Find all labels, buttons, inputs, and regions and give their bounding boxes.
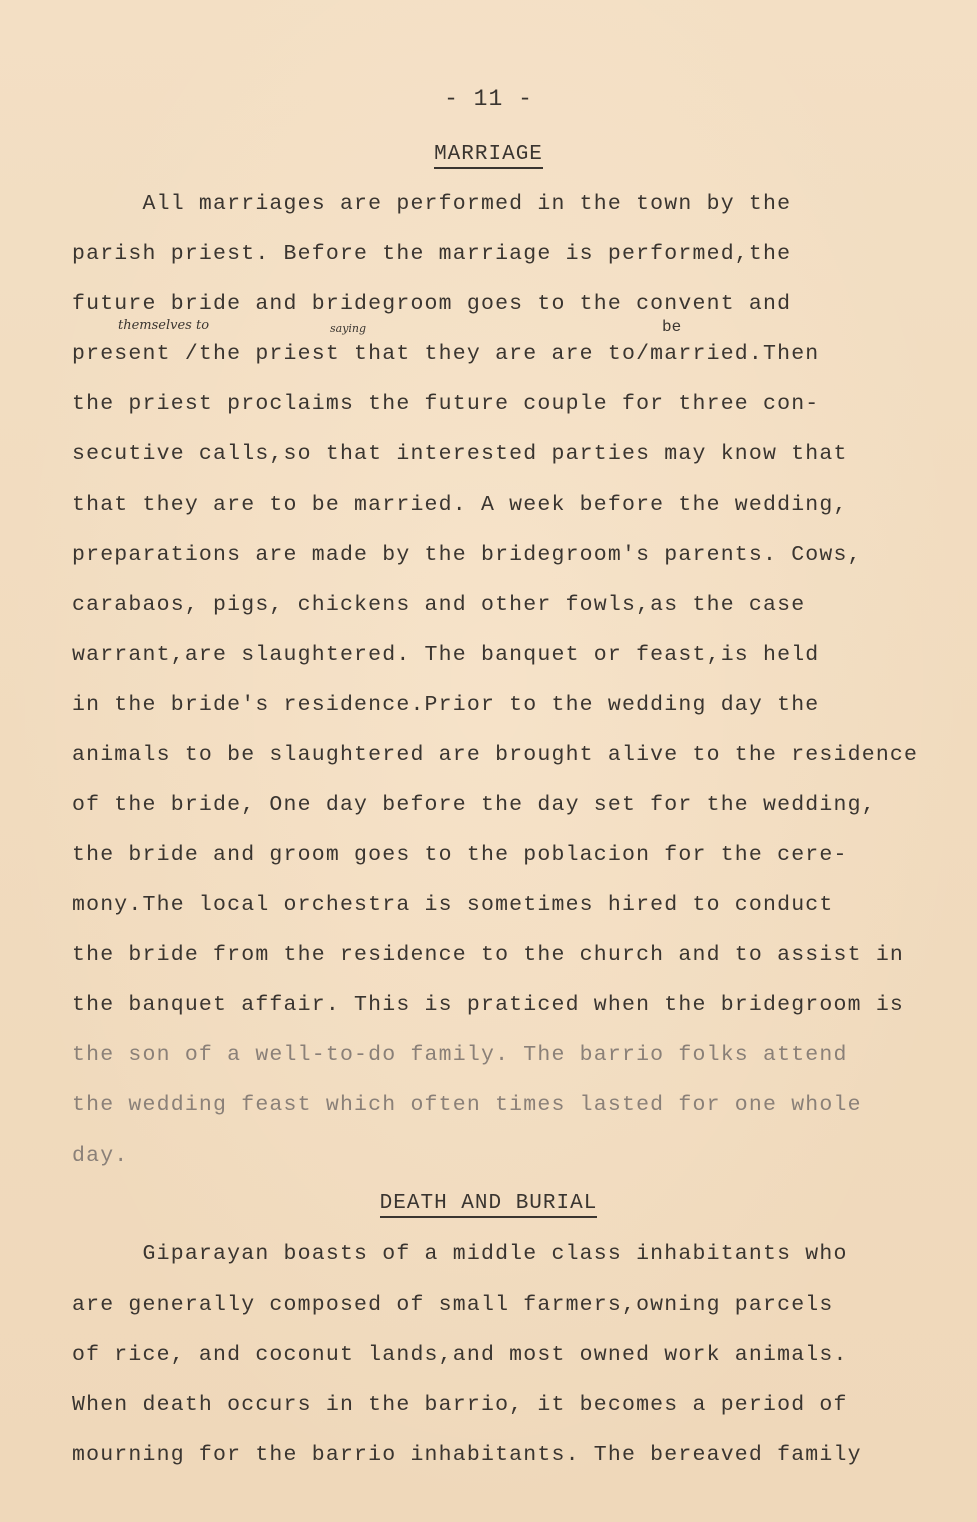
- text-line: present /the priest that they are are to/married.Then: [72, 342, 820, 366]
- text-line: the son of a well-to-do family. The barrio folks attend: [72, 1043, 848, 1067]
- text-line: the bride from the residence to the church and to assist in: [72, 943, 905, 967]
- text-line: Giparayan boasts of a middle class inhabitants who: [72, 1242, 848, 1266]
- text-line: When death occurs in the barrio, it becomes a period of: [72, 1393, 848, 1417]
- text-line: All marriages are performed in the town by the: [72, 192, 792, 216]
- handwritten-note: be: [662, 318, 682, 336]
- handwritten-note: themselves to: [118, 318, 210, 333]
- text-line: of the bride, One day before the day set for the wedding,: [72, 793, 876, 817]
- section-heading-marriage: MARRIAGE: [0, 143, 977, 166]
- text-line: are generally composed of small farmers,owning parcels: [72, 1293, 834, 1317]
- text-line: secutive calls,so that interested parties may know that: [72, 442, 848, 466]
- text-line: warrant,are slaughtered. The banquet or feast,is held: [72, 643, 820, 667]
- text-line: carabaos, pigs, chickens and other fowls,as the case: [72, 593, 806, 617]
- handwritten-note: saying: [330, 322, 367, 335]
- text-line: day.: [72, 1144, 129, 1168]
- text-line: future bride and bridegroom goes to the convent and: [72, 292, 792, 316]
- text-line: mourning for the barrio inhabitants. The bereaved family: [72, 1443, 862, 1467]
- text-line: animals to be slaughtered are brought alive to the residence: [72, 743, 919, 767]
- text-line: that they are to be married. A week before the wedding,: [72, 493, 848, 517]
- text-line: the banquet affair. This is praticed when the bridegroom is: [72, 993, 905, 1017]
- section-heading-death-and-burial: DEATH AND BURIAL: [0, 1192, 977, 1215]
- text-line: of rice, and coconut lands,and most owned work animals.: [72, 1343, 848, 1367]
- text-line: mony.The local orchestra is sometimes hired to conduct: [72, 893, 834, 917]
- text-line: the priest proclaims the future couple for three con-: [72, 392, 820, 416]
- page-number: - 11 -: [444, 86, 533, 112]
- text-line: in the bride's residence.Prior to the wedding day the: [72, 693, 820, 717]
- text-line: parish priest. Before the marriage is performed,the: [72, 242, 792, 266]
- text-line: the wedding feast which often times lasted for one whole: [72, 1093, 862, 1117]
- text-line: preparations are made by the bridegroom's parents. Cows,: [72, 543, 862, 567]
- text-line: the bride and groom goes to the poblacion for the cere-: [72, 843, 848, 867]
